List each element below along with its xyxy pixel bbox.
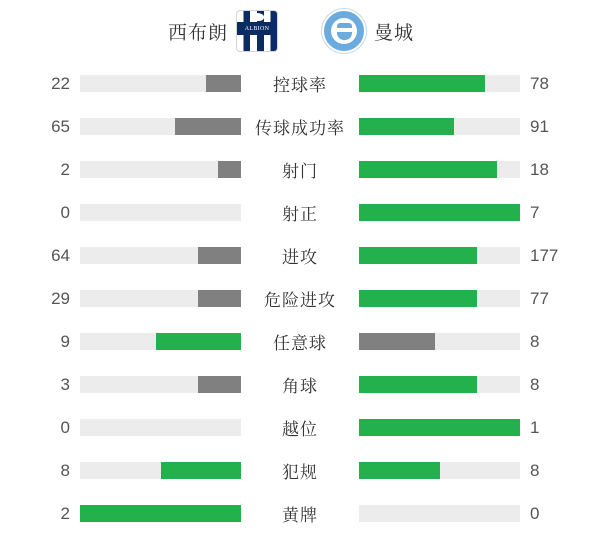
home-value: 2: [60, 159, 70, 179]
stat-row: [36, 148, 564, 191]
home-team-name: 西布朗: [167, 22, 228, 44]
west-bromwich-albion-crest-icon: [236, 10, 278, 52]
shield-icon: [337, 23, 352, 40]
away-value: 18: [530, 159, 549, 179]
away-bar-fill: [359, 333, 435, 350]
home-bar: [80, 247, 241, 264]
away-bar: [359, 118, 520, 135]
home-bar: [80, 118, 241, 135]
away-value: 8: [530, 460, 540, 480]
home-value: 2: [60, 503, 70, 523]
home-bar: [80, 505, 241, 522]
away-bar: [359, 161, 520, 178]
away-bar-fill: [359, 247, 477, 264]
home-bar-fill: [198, 247, 241, 264]
away-value: 91: [530, 116, 549, 136]
home-crest-text: ALBION: [244, 25, 270, 32]
stat-row: [36, 320, 564, 363]
away-value: 0: [530, 503, 540, 523]
home-bar-fill: [161, 462, 242, 479]
away-bar-fill: [359, 290, 477, 307]
stat-row: [36, 406, 564, 449]
away-bar: [359, 247, 520, 264]
away-bar: [359, 376, 520, 393]
stat-row: [36, 234, 564, 277]
away-value: 8: [530, 331, 540, 351]
stat-label: 传球成功率: [255, 119, 345, 138]
home-value: 0: [60, 202, 70, 222]
away-bar: [359, 333, 520, 350]
home-bar: [80, 75, 241, 92]
home-team: [40, 10, 300, 52]
home-bar-fill: [218, 161, 241, 178]
teams-header: [0, 0, 600, 62]
away-value: 177: [530, 245, 559, 265]
stat-label: 控球率: [273, 76, 327, 95]
away-bar-fill: [359, 462, 440, 479]
crest-inner: [331, 18, 357, 44]
bird-icon: [250, 13, 264, 21]
stat-row: [36, 449, 564, 492]
stat-label: 射门: [282, 162, 318, 181]
stat-label: 角球: [282, 377, 318, 396]
home-bar: [80, 419, 241, 436]
away-bar: [359, 462, 520, 479]
away-value: 1: [530, 417, 540, 437]
stat-row: [36, 363, 564, 406]
stats-rows: [0, 62, 600, 535]
away-team: [300, 9, 560, 53]
home-value: 22: [51, 73, 70, 93]
away-value: 7: [530, 202, 540, 222]
home-value: 8: [60, 460, 70, 480]
stat-label: 任意球: [273, 334, 327, 353]
away-value: 77: [530, 288, 549, 308]
away-bar: [359, 419, 520, 436]
stat-row: [36, 105, 564, 148]
away-bar: [359, 505, 520, 522]
away-bar: [359, 290, 520, 307]
away-bar-fill: [359, 376, 477, 393]
home-bar-fill: [80, 505, 241, 522]
away-bar-fill: [359, 75, 485, 92]
home-bar-fill: [156, 333, 241, 350]
crest-band: [237, 22, 277, 35]
away-bar: [359, 75, 520, 92]
home-value: 64: [51, 245, 70, 265]
home-bar-fill: [198, 376, 241, 393]
home-value: 29: [51, 288, 70, 308]
away-value: 8: [530, 374, 540, 394]
away-team-name: 曼城: [374, 22, 415, 44]
away-bar: [359, 204, 520, 221]
home-value: 3: [60, 374, 70, 394]
home-bar-fill: [206, 75, 241, 92]
home-value: 65: [51, 116, 70, 136]
home-value: 9: [60, 331, 70, 351]
home-bar: [80, 462, 241, 479]
home-bar-fill: [198, 290, 241, 307]
stat-label: 进攻: [282, 248, 318, 267]
away-bar-fill: [359, 419, 520, 436]
home-bar-fill: [175, 118, 241, 135]
home-bar: [80, 376, 241, 393]
away-bar-fill: [359, 161, 497, 178]
stat-row: [36, 492, 564, 535]
home-bar: [80, 161, 241, 178]
stat-label: 射正: [282, 205, 318, 224]
stat-row: [36, 277, 564, 320]
away-bar-fill: [359, 118, 454, 135]
home-bar: [80, 290, 241, 307]
manchester-city-crest-icon: [322, 9, 366, 53]
away-value: 78: [530, 73, 549, 93]
stat-row: [36, 191, 564, 234]
stat-label: 越位: [282, 420, 318, 439]
stat-label: 犯规: [282, 463, 318, 482]
home-bar: [80, 204, 241, 221]
stat-label: 危险进攻: [264, 291, 336, 310]
stat-label: 黄牌: [282, 506, 318, 525]
home-bar: [80, 333, 241, 350]
home-value: 0: [60, 417, 70, 437]
away-bar-fill: [359, 204, 520, 221]
stat-row: [36, 62, 564, 105]
